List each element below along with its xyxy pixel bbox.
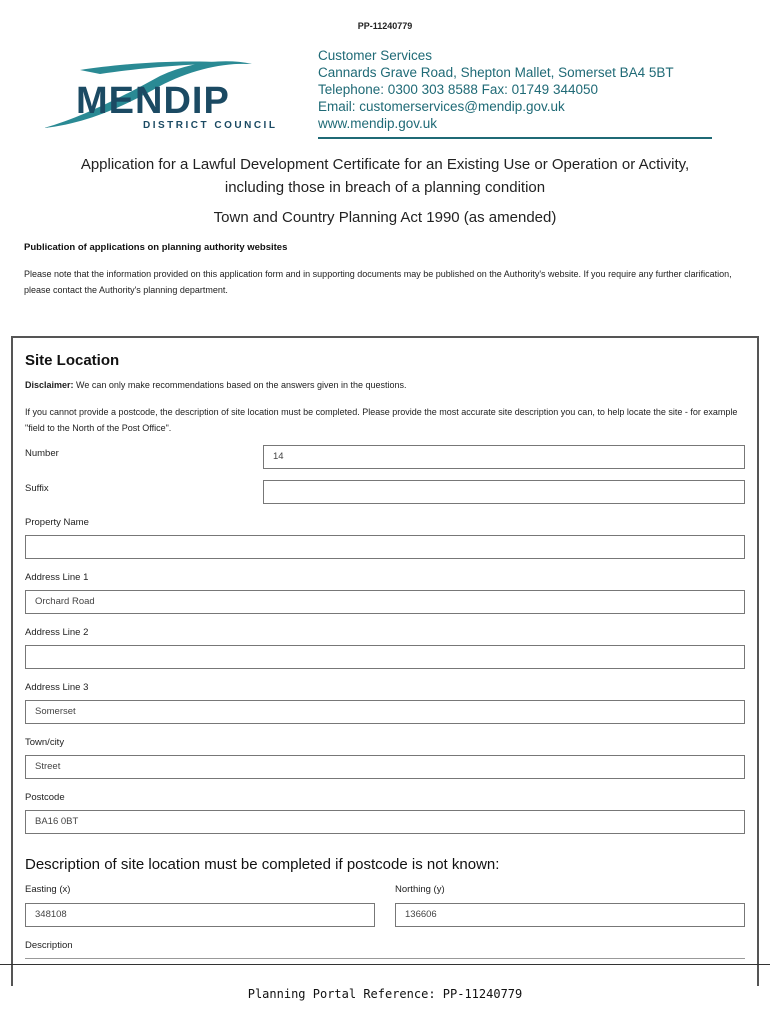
town-field[interactable]: Street (25, 755, 745, 779)
contact-address: Cannards Grave Road, Shepton Mallet, Somerset BA4 5BT (318, 65, 674, 80)
easting-label: Easting (x) (25, 884, 71, 895)
address-line2-label: Address Line 2 (25, 627, 89, 638)
contact-website[interactable]: www.mendip.gov.uk (318, 116, 438, 131)
town-label: Town/city (25, 737, 65, 748)
description-label: Description (25, 940, 73, 951)
easting-field[interactable]: 348108 (25, 903, 375, 927)
disclaimer (25, 380, 407, 390)
contact-details (318, 47, 674, 132)
address-line1-label: Address Line 1 (25, 572, 89, 583)
act-subtitle: Town and Country Planning Act 1990 (as amended) (213, 209, 557, 226)
publication-heading: Publication of applications on planning authority websites (24, 242, 288, 253)
disclaimer-label: Disclaimer: (25, 380, 74, 390)
northing-label: Northing (y) (395, 884, 445, 895)
description-heading: Description of site location must be completed if postcode is not known: (25, 856, 500, 873)
footer-divider (0, 964, 770, 965)
number-label: Number (25, 448, 59, 459)
property-name-field[interactable] (25, 535, 745, 559)
svg-text:MENDIP: MENDIP (76, 80, 230, 122)
postcode-field[interactable]: BA16 0BT (25, 810, 745, 834)
property-name-label: Property Name (25, 517, 89, 528)
address-line3-field[interactable]: Somerset (25, 700, 745, 724)
address-line1-field[interactable]: Orchard Road (25, 590, 745, 614)
postcode-label: Postcode (25, 792, 65, 803)
form-title (0, 153, 770, 199)
postcode-note: If you cannot provide a postcode, the description of site location must be completed. Please provide the most accurate site description you can, to help locate the site - for example "field to the North of the Post Office". (25, 407, 738, 433)
contact-telephone: Telephone: 0300 303 8588 Fax: 01749 344050 (318, 82, 598, 97)
suffix-field[interactable] (263, 480, 745, 504)
form-title-line2: including those in breach of a planning condition (224, 179, 546, 196)
section-title: Site Location (25, 352, 120, 369)
suffix-label: Suffix (25, 483, 49, 494)
mendip-logo (40, 58, 290, 138)
svg-text:DISTRICT COUNCIL: DISTRICT COUNCIL (143, 120, 278, 131)
address-line3-label: Address Line 3 (25, 682, 89, 693)
contact-divider (318, 137, 712, 139)
publication-text: Please note that the information provided on this application form and in supporting documents may be published on the Authority's website. If you require any further clarification, please contact the Authority's planning department. (24, 269, 732, 295)
northing-field[interactable]: 136606 (395, 903, 745, 927)
contact-title: Customer Services (318, 48, 433, 63)
contact-email[interactable]: Email: customerservices@mendip.gov.uk (318, 99, 565, 114)
reference-number-top: PP-11240779 (357, 21, 413, 31)
form-title-line1: Application for a Lawful Development Certificate for an Existing Use or Operation or Activity, (80, 156, 690, 173)
address-line2-field[interactable] (25, 645, 745, 669)
disclaimer-text: We can only make recommendations based on the answers given in the questions. (73, 380, 407, 390)
footer-reference: Planning Portal Reference: PP-11240779 (247, 987, 523, 1001)
description-field-edge[interactable] (25, 958, 745, 959)
number-field[interactable]: 14 (263, 445, 745, 469)
logo-swoosh-icon (40, 58, 290, 138)
